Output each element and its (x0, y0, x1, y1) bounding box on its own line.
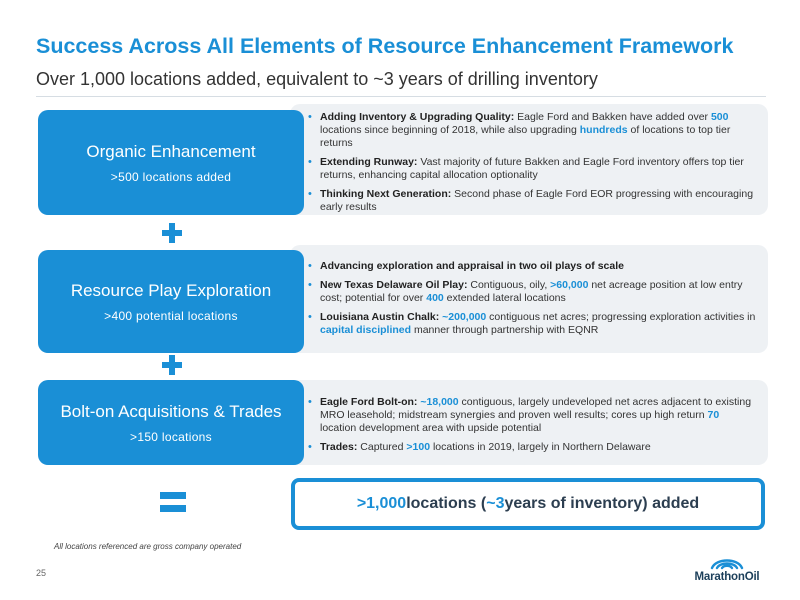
page-number: 25 (36, 568, 47, 578)
bullet-list (290, 396, 768, 454)
section-heading: Organic Enhancement (86, 141, 256, 161)
equals-icon (160, 492, 186, 512)
list-item: • New Texas Delaware Oil Play: Contiguous, oily, >60,000 net acreage position at low entry cost; potential for over 400 extended lateral locations (320, 279, 756, 305)
section-subheading: >400 potential locations (104, 308, 238, 323)
list-item: • Adding Inventory & Upgrading Quality: Eagle Ford and Bakken have added over 500 locations since beginning of 2018, while also upgrading hundreds of locations to top tier returns (320, 111, 756, 150)
plus-icon (162, 355, 182, 375)
resource-play-exploration-box (38, 250, 304, 353)
list-item: • Louisiana Austin Chalk: ~200,000 contiguous net acres; progressing exploration activities in capital disciplined manner through partnership with EQNR (320, 311, 756, 337)
bolt-on-acquisitions-details (290, 380, 768, 465)
years-total: ~3 (486, 495, 505, 512)
plus-icon (162, 223, 182, 243)
list-item: • Eagle Ford Bolt-on: ~18,000 contiguous, largely undeveloped net acres adjacent to existing MRO leasehold; midstream synergies and proven well results; cores up high return 70 location development area with upside potential (320, 396, 756, 435)
marathon-oil-logo-icon (682, 553, 772, 585)
organic-enhancement-details (290, 104, 768, 215)
bullet-list (290, 260, 768, 337)
section-subheading: >500 locations added (110, 169, 232, 184)
organic-enhancement-box (38, 110, 304, 215)
slide-subtitle: Over 1,000 locations added, equivalent to ~3 years of drilling inventory (36, 69, 598, 89)
section-subheading: >150 locations (130, 429, 212, 444)
list-item: • Thinking Next Generation: Second phase of Eagle Ford EOR progressing with encouraging early results (320, 188, 756, 214)
section-heading: Resource Play Exploration (70, 280, 272, 300)
list-item: • Trades: Captured >100 locations in 2019, largely in Northern Delaware (320, 441, 756, 454)
bolt-on-acquisitions-box (38, 380, 304, 465)
list-item: • Advancing exploration and appraisal in two oil plays of scale (320, 260, 756, 273)
logo-text: MarathonOil (694, 571, 760, 583)
logo-mark-icon (682, 553, 772, 571)
list-item: • Extending Runway: Vast majority of future Bakken and Eagle Ford inventory offers top tier returns, enhancing capital allocation optionality (320, 156, 756, 182)
section-heading: Bolt-on Acquisitions & Trades (60, 401, 282, 421)
bullet-list (290, 111, 768, 214)
slide-title: Success Across All Elements of Resource Enhancement Framework (36, 34, 734, 58)
resource-play-exploration-details (290, 245, 768, 353)
divider (36, 96, 766, 97)
locations-total: >1,000 (356, 495, 407, 512)
footnote: All locations referenced are gross company operated (54, 542, 242, 551)
result-box: >1,000 locations ( ~3 years of inventory) added (291, 478, 765, 530)
